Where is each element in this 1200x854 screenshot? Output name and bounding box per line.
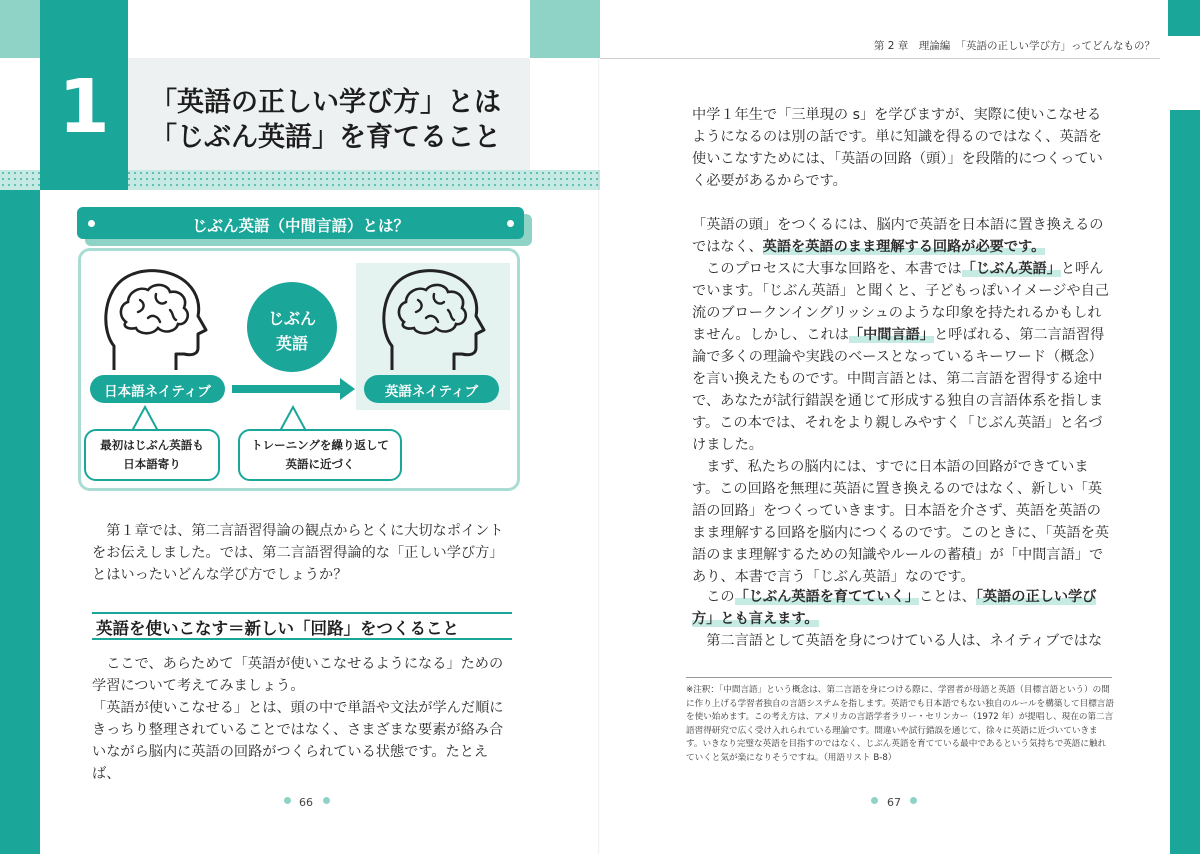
page-number-right: 67 — [887, 796, 901, 809]
progress-arrow-shaft — [232, 385, 344, 393]
page-number-left: 66 — [299, 796, 313, 809]
circle-label-line1: じぶん — [267, 309, 316, 328]
right-top-tab — [1168, 0, 1200, 36]
arrow-right-icon — [340, 378, 355, 400]
text-run: と呼んでいます。「じぶん英語」と聞くと、子どもっぽいイメージや自己流のブロークンイングリッシュのような印象を持たれるかもしれません。しかし、これは — [692, 261, 1109, 343]
corner-tab-center — [530, 0, 600, 58]
figure-title: じぶん英語（中間言語）とは？ — [191, 217, 409, 235]
callout-training — [238, 429, 402, 481]
text-run: ことは、 — [919, 589, 976, 605]
running-head: 第 2 章 理論編 「英語の正しい学び方」ってどんなもの？ — [873, 40, 1155, 52]
text-run: この — [706, 589, 735, 605]
left-paragraph-1: 第１章では、第二言語習得論の観点からとくに大切なポイントをお伝えしました。では、第二言語習得論的な「正しい学び方」とはいったいどんな学び方でしょうか？ — [92, 523, 504, 583]
right-paragraph-1: 中学１年生で「三単現の s」を学びますが、実際に使いこなせるようになるのは別の話です。単に知識を得るのではなく、英語を使いこなすためには、「英語の回路（頭）」を段階的につくっていく必要があるからです。 — [692, 107, 1103, 189]
right-paragraph-5 — [692, 586, 1112, 652]
callout-training-line2: 英語に近づく — [285, 457, 355, 471]
callout-initial-line1: 最初はじぶん英語も — [100, 438, 204, 452]
text-run: 「英語の頭」をつくるには、脳内で英語を日本語に置き換えるのではなく、 — [692, 217, 1104, 255]
circle-label-line2: 英語 — [275, 334, 308, 353]
highlight-text: 「中間言語」 — [848, 327, 935, 343]
page-number-dot — [323, 797, 330, 804]
right-paragraph-2 — [692, 214, 1112, 588]
callout-tail — [278, 405, 308, 432]
text-run: このプロセスに大事な回路を、本書では — [706, 261, 962, 277]
right-paragraph-6: 第二言語として英語を身につけている人は、ネイティブではな — [706, 633, 1103, 649]
right-paragraph-4: まず、私たちの脳内には、すでに日本語の回路ができています。この回路を無理に英語に置き換えるのではなく、新しい「英語の回路」をつくっていきます。日本語を介さず、英語を英語のまま理解する回路を脳内につくるのです。このときに、「英語を英語のまま理解するための知識やルールの蓄積」が「中間言語」であり、本書で言う「じぶん英語」なのです。 — [692, 459, 1110, 585]
footnote-rule — [686, 677, 1112, 678]
japanese-native-label: 日本語ネイティブ — [104, 384, 211, 400]
highlight-text: 英語を英語のまま理解する回路が必要です。 — [762, 239, 1046, 255]
left-edge-band — [0, 190, 40, 854]
left-paragraph-2 — [92, 653, 512, 785]
highlight-text: 「じぶん英語を育てていく」 — [734, 589, 920, 605]
page-gutter — [598, 0, 600, 854]
text-run: と呼ばれる、第二言語習得論で多くの理論や実践のベースとなっているキーワード（概念）を言い換えたものです。中間言語とは、第二言語を習得する途中で、あなたが試行錯誤を通じて形成する独自の言語体系を指します。この本では、それをより親しみやすく「じぶん英語」と名づけました。 — [692, 327, 1105, 453]
footnote: ※注釈：「中間言語」という概念は、第二言語を身につける際に、学習者が母語と英語（目標言語という）の間に作り上げる学習者独自の言語システムを指します。英語でも日本語でもない独自のルールを構築して目標言語を使い始めます。この考え方は、アメリカの言語学者ラリー・セリンカー（1972 年）が提唱し、現在の第二言語習得研究で広く受け入れられている理論です。間違いや試行錯誤を通じて、徐々に英語に近づいていきます。いきなり完璧な英語を目指すのではなく、じぶん英語を育てている最中であるという気持ちで英語に触れていくと気が楽になりそうですね。（用語リスト B-8） — [686, 685, 1114, 763]
running-head-rule — [600, 58, 1160, 59]
callout-training-line1: トレーニングを繰り返して — [251, 438, 389, 452]
right-edge-band — [1170, 110, 1200, 854]
highlight-text: 「英語の正しい学び方」とも言えます。 — [692, 589, 1097, 627]
callout-initial — [84, 429, 220, 481]
left-paragraph-2b: 「英語が使いこなせる」とは、頭の中で単語や文法が学んだ順にきっちり整理されていることではなく、さまざまな要素が絡み合いながら脳内に英語の回路がつくられている状態です。たとえば、 — [92, 700, 504, 782]
callout-initial-line2: 日本語寄り — [123, 457, 181, 471]
subhead: 英語を使いこなす＝新しい「回路」をつくること — [96, 619, 459, 638]
brain-head-icon — [100, 266, 210, 374]
left-paragraph-2a: ここで、あらためて「英語が使いこなせるようになる」ための学習について考えてみましょう。 — [92, 656, 504, 694]
corner-tab-left — [0, 0, 40, 58]
page-number-dot — [910, 797, 917, 804]
highlight-text: 「じぶん英語」 — [961, 261, 1061, 277]
section-title-line2: 「じぶん英語」を育てること — [150, 122, 501, 153]
page-number-dot — [871, 797, 878, 804]
callout-tail — [130, 405, 160, 432]
section-title-line1: 「英語の正しい学び方」とは — [150, 87, 501, 118]
page-number-dot — [284, 797, 291, 804]
english-native-label: 英語ネイティブ — [384, 384, 479, 400]
brain-head-icon — [378, 266, 488, 374]
section-number: 1 — [58, 64, 110, 150]
